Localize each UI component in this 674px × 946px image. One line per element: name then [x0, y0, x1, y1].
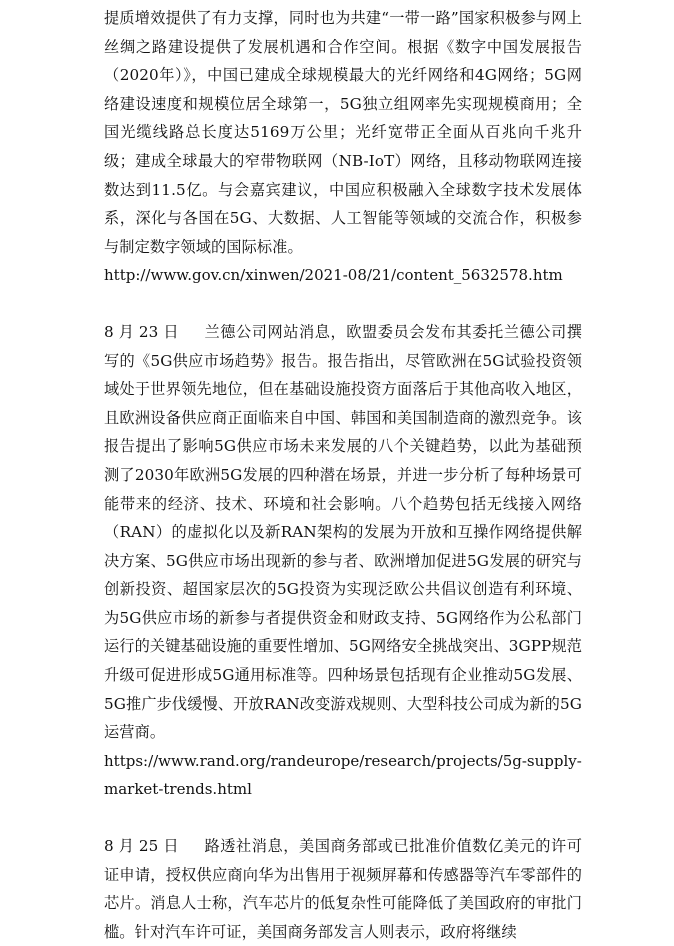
document-page	[104, 0, 582, 946]
entry-url[interactable]: http://www.gov.cn/xinwen/2021-08/21/content_5632578.htm	[104, 266, 563, 285]
entry-body: 路透社消息，美国商务部或已批准价值数亿美元的许可证申请，授权供应商向华为出售用于视频屏幕和传感器等汽车零部件的芯片。消息人士称，汽车芯片的低复杂性可能降低了美国政府的审批门槛。针对汽车许可证，美国商务部发言人则表示，政府将继续	[104, 837, 582, 941]
news-entry-2	[104, 318, 582, 804]
entry-date: 8 月 25 日	[104, 837, 179, 856]
entry-body-wrapper	[104, 832, 582, 946]
entry-body-wrapper	[104, 318, 582, 747]
entry-url[interactable]: https://www.rand.org/randeurope/research/projects/5g-supply-market-trends.html	[104, 751, 582, 799]
entry-date: 8 月 23 日	[104, 322, 179, 341]
news-entry-1	[104, 0, 582, 290]
entry-divider	[104, 290, 582, 318]
entry-body: 提质增效提供了有力支撑，同时也为共建“一带一路”国家积极参与网上丝绸之路建设提供了发展机遇和合作空间。根据《数字中国发展报告（2020年）》，中国已建成全球规模最大的光纤网络和4G网络；5G网络建设速度和规模位居全球第一，5G独立组网率先实现规模商用；全国光缆线路总长度达5169万公里；光纤宽带正全面从百兆向千兆升级；建成全球最大的窄带物联网（NB-IoT）网络，且移动物联网连接数达到11.5亿。与会嘉宾建议，中国应积极融入全球数字技术发展体系，深化与各国在5G、大数据、人工智能等领域的交流合作，积极参与制定数字领域的国际标准。	[104, 9, 582, 256]
entry-divider	[104, 804, 582, 832]
entry-body: 兰德公司网站消息，欧盟委员会发布其委托兰德公司撰写的《5G供应市场趋势》报告。报告指出，尽管欧洲在5G试验投资领域处于世界领先地位，但在基础设施投资方面落后于其他高收入地区，且欧洲设备供应商正面临来自中国、韩国和美国制造商的激烈竞争。该报告提出了影响5G供应市场未来发展的八个关键趋势，以此为基础预测了2030年欧洲5G发展的四种潜在场景，并进一步分析了每种场景可能带来的经济、技术、环境和社会影响。八个趋势包括无线接入网络（RAN）的虚拟化以及新RAN架构的发展为开放和互操作网络提供解决方案、5G供应市场出现新的参与者、欧洲增加促进5G发展的研究与创新投资、超国家层次的5G投资为实现泛欧公共倡议创造有利环境、为5G供应市场的新参与者提供资金和财政支持、5G网络作为公私部门运行的关键基础设施的重要性增加、5G网络安全挑战突出、3GPP规范升级可促进形成5G通用标准等。四种场景包括现有企业推动5G发展、5G推广步伐缓慢、开放RAN改变游戏规则、大型科技公司成为新的5G运营商。	[104, 322, 582, 742]
news-entry-3	[104, 832, 582, 946]
